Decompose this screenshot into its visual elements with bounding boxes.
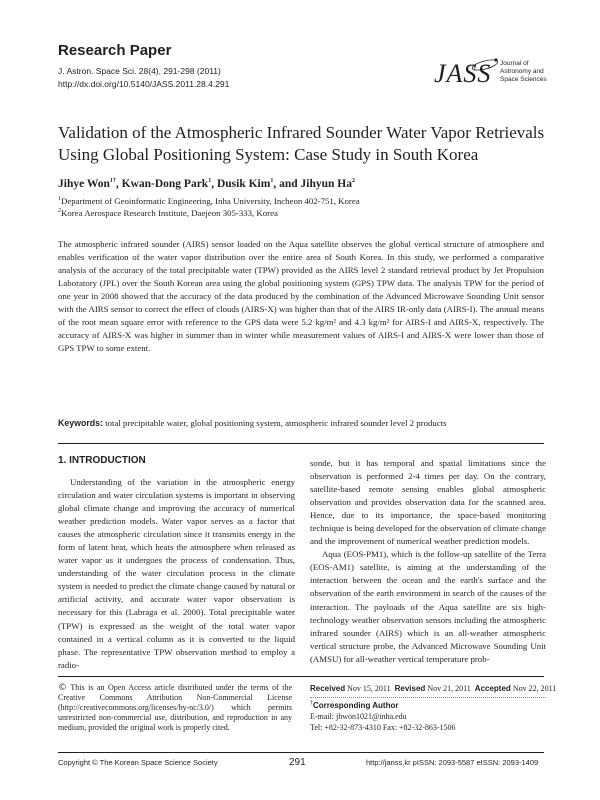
corresponding-email[interactable]: E-mail: jhwon1021@inha.edu (310, 712, 407, 721)
body-paragraph: sonde, but it has temporal and spatial limitations since the observation is performed 2-4 times per day. On the contrary, satellite-based remote sensing enables global atmospheric observation and provides observation data for the scanned area. Hence, due to its importance, the space-based monitoring technique is being developed for the observation of climate change and the improvement of numerical weather prediction models. (310, 458, 546, 547)
keywords-label: Keywords: (58, 418, 103, 428)
corresponding-phone: Tel: +82-32-873-4310 Fax: +82-32-863-1506 (310, 723, 456, 732)
corresponding-author (310, 700, 456, 733)
section-heading-introduction: 1. INTRODUCTION (58, 455, 146, 466)
affiliation-mark: 2 (58, 208, 61, 215)
corresponding-label: Corresponding Author (313, 701, 399, 710)
revised-label: Revised (394, 684, 426, 693)
author-separator: , (211, 178, 217, 190)
abstract: The atmospheric infrared sounder (AIRS) sensor loaded on the Aqua satellite observes the global vertical structure of atmosphere and enables verification of the water vapor distribution over the entire area of South Korea. In this study, we performed a comparative analysis of the accuracy of the total precipitable water (TPW) provided as the AIRS level 2 standard retrieval product by Jet Propulsion Laboratory (JPL) over the South Korean area using the global positioning system (GPS) TPW data. The analysis TPW for the period of one year in 2008 showed that the accuracy of the data produced by the combination of the Advanced Microwave Sounding Unit sensor with the AIRS sensor to correct the effect of clouds (AIRS-X) was higher than that of the AIRS IR-only data (AIRS-I). The annual means of the root mean square error with reference to the GPS data were 5.2 kg/m² and 4.3 kg/m² for AIRS-I and AIRS-X, respectively. The accuracy of AIRS-X was higher in summer than in winter while measurement values of AIRS-I and AIRS-X were lower than those of GPS TPW to some extent. (58, 239, 544, 354)
corresponding-author-heading (310, 700, 456, 711)
received-date: Nov 15, 2011 (347, 684, 391, 693)
author-separator: , (115, 178, 122, 190)
author-name: Jihye Won (58, 178, 110, 190)
author-separator: , and (273, 178, 301, 190)
author-mark: 1† (109, 178, 116, 185)
doi-link[interactable]: http://dx.doi.org/10.5140/JASS.2011.28.4.291 (58, 79, 230, 89)
journal-abbr: JASS (434, 59, 492, 88)
body-paragraph: Understanding of the variation in the atmospheric energy circulation and water circulation systems is important in observing global climate change and improving the accuracy of numerical weather prediction models. Water vapor serves as a factor that causes the atmospheric circulation since it transmits energy in the form of latent heat, which heats the atmosphere when released as water vapor as it undergoes the process of condensation. Thus, understanding of the water circulation process in the climate system is needed to predict the climate change caused by natural or artificial activity, and accurate water vapor observation is necessary for this (Labraga et al. 2000). Total precipitable water (TPW) is expressed as the weight of the total water vapor contained in a vertical column as it is converted to the liquid phase. The representative TPW observation method to employ a radio- (58, 477, 295, 670)
page-number: 291 (289, 757, 306, 768)
journal-name-line1: Journal of (500, 60, 529, 67)
affiliation (58, 196, 360, 206)
affiliation-mark: 1 (58, 196, 61, 203)
body-paragraph: Aqua (EOS-PM1), which is the follow-up satellite of the Terra (EOS-AM1) satellite, is aiming at the understanding of the interaction between the ocean and the earth's surface and the observation of the earth environment in search of the causes of the interaction. The payloads of the Aqua satellite are six high-technology weather observation sensors including the atmospheric infrared sounder (AIRS) which is an all-weather atmospheric vertical structure probe, the Advanced Microwave Sounding Unit (AMSU) for all-weather vertical temperature prob- (310, 549, 546, 664)
footer-divider (58, 752, 544, 753)
journal-name-line2: Astronomy and (500, 68, 544, 75)
citation: J. Astron. Space Sci. 28(4), 291-298 (2011) (58, 66, 221, 76)
journal-name-line3: Space Sciences (500, 76, 547, 83)
received-label: Received (310, 684, 346, 693)
left-column-body (58, 476, 295, 672)
license-note (58, 683, 292, 733)
footer-copyright: Copyright © The Korean Space Science Society (58, 758, 218, 767)
journal-logo (434, 55, 554, 99)
affiliation-text: Korea Aerospace Research Institute, Daejeon 305-333, Korea (61, 208, 278, 218)
keywords-divider (58, 443, 544, 444)
corresponding-mark: † (310, 700, 313, 707)
author-name: Dusik Kim (216, 178, 271, 190)
footer-issn: http://janss.kr pISSN: 2093-5587 eISSN: 2093-1409 (366, 758, 539, 767)
journal-orbit-icon (470, 55, 500, 75)
keywords-text: total precipitable water, global positioning system, atmospheric infrared sounder level 2 products (105, 418, 447, 428)
right-column-body (310, 457, 546, 666)
accepted-label: Accepted (474, 684, 511, 693)
article-dates (310, 684, 556, 693)
revised-date: Nov 21, 2011 (427, 684, 471, 693)
author-name: Jihyun Ha (300, 178, 352, 190)
dates-divider (310, 697, 546, 698)
keywords (58, 417, 544, 429)
affiliation-text: Department of Geoinformatic Engineering, Inha University, Incheon 402-751, Korea (61, 196, 360, 206)
affiliation (58, 208, 278, 218)
footnote-divider (58, 676, 544, 677)
paper-title-line-2: Using Global Positioning System: Case Study in South Korea (58, 145, 479, 164)
paper-title-line-1: Validation of the Atmospheric Infrared Sounder Water Vapor Retrievals (58, 123, 545, 142)
author-mark: 1 (208, 178, 212, 185)
paper-type: Research Paper (58, 42, 172, 59)
accepted-date: Nov 22, 2011 (512, 684, 557, 693)
author-mark: 1 (270, 178, 274, 185)
license-text: This is an Open Access article distributed under the terms of the Creative Commons Attribution Non-Commercial License (http://creativecommons.org/licenses/by-nc/3.0/) which permits unrestricted non-commercial use, distribution, and reproduction in any medium, provided the original work is properly cited. (58, 683, 293, 732)
author-name: Kwan-Dong Park (121, 178, 209, 190)
author-list (58, 178, 355, 190)
author-mark: 2 (351, 178, 355, 185)
cc-icon: © (58, 683, 67, 693)
